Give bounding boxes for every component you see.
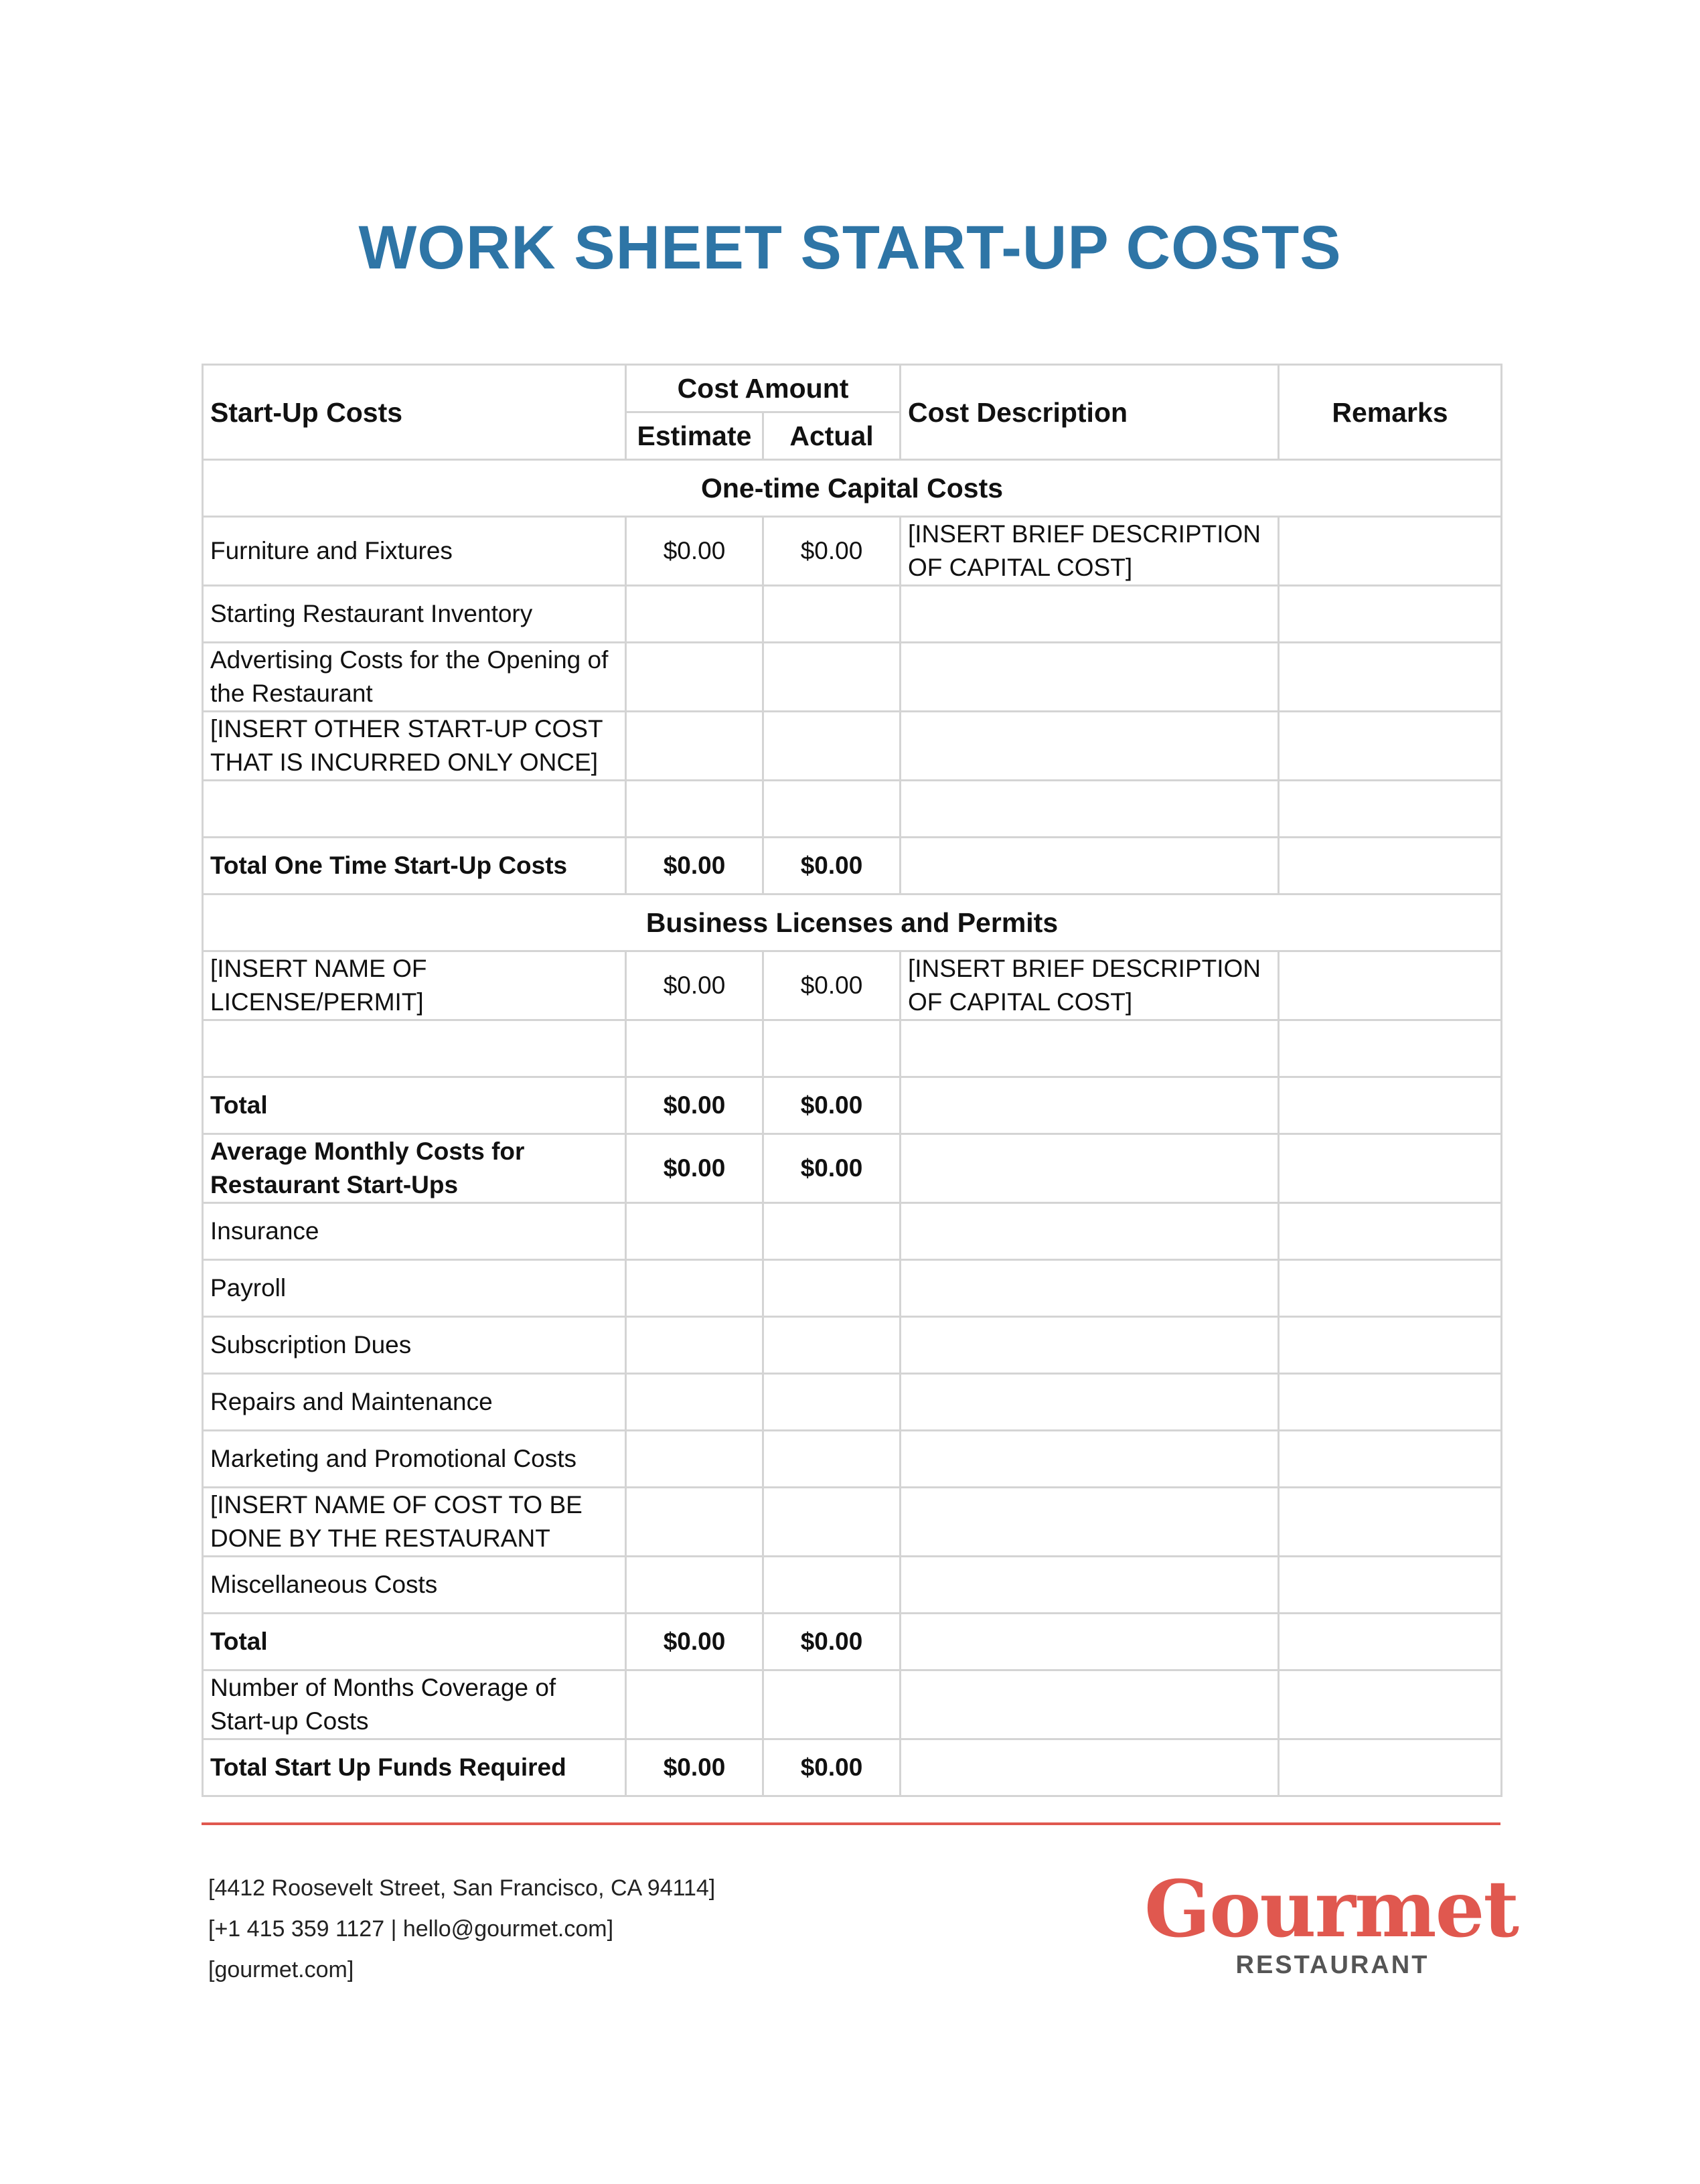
actual-cell <box>763 781 901 838</box>
total-row <box>203 838 1502 894</box>
remarks-cell <box>1279 1614 1502 1670</box>
row-label: Number of Months Coverage of Start-up Costs <box>203 1670 626 1739</box>
gourmet-logo <box>1144 1861 1519 1982</box>
header-estimate: Estimate <box>626 412 763 460</box>
row-label: Advertising Costs for the Opening of the Restaurant <box>203 643 626 712</box>
remarks-cell <box>1279 1317 1502 1374</box>
footer-website: [gourmet.com] <box>208 1957 354 1982</box>
total-label: Total <box>203 1077 626 1134</box>
table-header-row <box>203 365 1502 412</box>
table-row <box>203 1203 1502 1260</box>
logo-tagline: RESTAURANT <box>1235 1951 1429 1979</box>
estimate-cell: $0.00 <box>626 951 763 1020</box>
row-label <box>203 1020 626 1077</box>
actual-cell <box>763 1488 901 1557</box>
total-row <box>203 1614 1502 1670</box>
total-estimate: $0.00 <box>626 1614 763 1670</box>
footer-contact <box>208 1868 715 1991</box>
description-cell <box>901 643 1279 712</box>
monthly-actual: $0.00 <box>763 1134 901 1203</box>
actual-cell <box>763 712 901 781</box>
remarks-cell <box>1279 1670 1502 1739</box>
description-cell <box>901 1374 1279 1431</box>
table-row <box>203 643 1502 712</box>
total-label: Total One Time Start-Up Costs <box>203 838 626 894</box>
description-cell <box>901 1260 1279 1317</box>
header-cost-description: Cost Description <box>901 365 1279 460</box>
table-row <box>203 951 1502 1020</box>
empty-row <box>203 781 1502 838</box>
table-row <box>203 1374 1502 1431</box>
row-label: Payroll <box>203 1260 626 1317</box>
remarks-cell <box>1279 781 1502 838</box>
estimate-cell <box>626 1670 763 1739</box>
total-actual: $0.00 <box>763 1077 901 1134</box>
remarks-cell <box>1279 838 1502 894</box>
row-label: Repairs and Maintenance <box>203 1374 626 1431</box>
total-actual: $0.00 <box>763 1614 901 1670</box>
estimate-cell <box>626 1557 763 1614</box>
actual-cell <box>763 1317 901 1374</box>
remarks-cell <box>1279 1374 1502 1431</box>
estimate-cell <box>626 1020 763 1077</box>
grand-total-actual: $0.00 <box>763 1739 901 1796</box>
header-remarks: Remarks <box>1279 365 1502 460</box>
row-label: [INSERT NAME OF LICENSE/PERMIT] <box>203 951 626 1020</box>
description-cell <box>901 838 1279 894</box>
table-row <box>203 586 1502 643</box>
remarks-cell <box>1279 1739 1502 1796</box>
section-title-licenses: Business Licenses and Permits <box>203 894 1502 951</box>
total-estimate: $0.00 <box>626 1077 763 1134</box>
description-cell: [INSERT BRIEF DESCRIPTION OF CAPITAL COST] <box>901 517 1279 586</box>
header-actual: Actual <box>763 412 901 460</box>
description-cell <box>901 712 1279 781</box>
actual-cell <box>763 1203 901 1260</box>
row-label: [INSERT NAME OF COST TO BE DONE BY THE RESTAURANT <box>203 1488 626 1557</box>
estimate-cell <box>626 1260 763 1317</box>
estimate-cell <box>626 1317 763 1374</box>
row-label: [INSERT OTHER START-UP COST THAT IS INCURRED ONLY ONCE] <box>203 712 626 781</box>
description-cell <box>901 1557 1279 1614</box>
estimate-cell <box>626 712 763 781</box>
description-cell <box>901 1317 1279 1374</box>
actual-cell <box>763 1260 901 1317</box>
table-row <box>203 1557 1502 1614</box>
remarks-cell <box>1279 1431 1502 1488</box>
description-cell <box>901 1670 1279 1739</box>
remarks-cell <box>1279 1488 1502 1557</box>
remarks-cell <box>1279 1077 1502 1134</box>
estimate-cell <box>626 1203 763 1260</box>
description-cell <box>901 1614 1279 1670</box>
empty-row <box>203 1020 1502 1077</box>
table-row <box>203 1431 1502 1488</box>
actual-cell <box>763 586 901 643</box>
actual-cell <box>763 1020 901 1077</box>
table-row <box>203 1488 1502 1557</box>
row-label <box>203 781 626 838</box>
remarks-cell <box>1279 951 1502 1020</box>
row-label: Subscription Dues <box>203 1317 626 1374</box>
actual-cell <box>763 1670 901 1739</box>
grand-total-estimate: $0.00 <box>626 1739 763 1796</box>
description-cell <box>901 586 1279 643</box>
grand-total-row <box>203 1739 1502 1796</box>
row-label: Miscellaneous Costs <box>203 1557 626 1614</box>
remarks-cell <box>1279 712 1502 781</box>
total-row <box>203 1077 1502 1134</box>
description-cell <box>901 781 1279 838</box>
total-estimate: $0.00 <box>626 838 763 894</box>
section-row <box>203 1134 1502 1203</box>
table-row <box>203 1317 1502 1374</box>
table-row <box>203 1260 1502 1317</box>
remarks-cell <box>1279 586 1502 643</box>
footer-address: [4412 Roosevelt Street, San Francisco, CA 94114] <box>208 1875 716 1901</box>
table-row <box>203 1670 1502 1739</box>
page-title: WORK SHEET START-UP COSTS <box>358 214 1342 282</box>
actual-cell: $0.00 <box>763 517 901 586</box>
actual-cell <box>763 643 901 712</box>
description-cell <box>901 1134 1279 1203</box>
remarks-cell <box>1279 1020 1502 1077</box>
description-cell: [INSERT BRIEF DESCRIPTION OF CAPITAL COST] <box>901 951 1279 1020</box>
actual-cell <box>763 1557 901 1614</box>
logo-wordmark: Gourmet <box>1144 1864 1519 1955</box>
table-row <box>203 517 1502 586</box>
footer-divider <box>202 1822 1500 1825</box>
description-cell <box>901 1077 1279 1134</box>
grand-total-label: Total Start Up Funds Required <box>203 1739 626 1796</box>
actual-cell <box>763 1431 901 1488</box>
estimate-cell <box>626 1488 763 1557</box>
description-cell <box>901 1020 1279 1077</box>
estimate-cell <box>626 781 763 838</box>
remarks-cell <box>1279 517 1502 586</box>
row-label: Insurance <box>203 1203 626 1260</box>
actual-cell: $0.00 <box>763 951 901 1020</box>
actual-cell <box>763 1374 901 1431</box>
estimate-cell: $0.00 <box>626 517 763 586</box>
estimate-cell <box>626 1431 763 1488</box>
total-label: Total <box>203 1614 626 1670</box>
table-row <box>203 712 1502 781</box>
remarks-cell <box>1279 1203 1502 1260</box>
header-cost-amount: Cost Amount <box>626 365 901 412</box>
description-cell <box>901 1203 1279 1260</box>
estimate-cell <box>626 586 763 643</box>
remarks-cell <box>1279 1134 1502 1203</box>
description-cell <box>901 1488 1279 1557</box>
row-label: Furniture and Fixtures <box>203 517 626 586</box>
estimate-cell <box>626 643 763 712</box>
total-actual: $0.00 <box>763 838 901 894</box>
estimate-cell <box>626 1374 763 1431</box>
row-label: Marketing and Promotional Costs <box>203 1431 626 1488</box>
remarks-cell <box>1279 643 1502 712</box>
section-row <box>203 894 1502 951</box>
footer-phone-email: [+1 415 359 1127 | hello@gourmet.com] <box>208 1916 614 1942</box>
startup-costs-table <box>202 364 1502 1797</box>
description-cell <box>901 1739 1279 1796</box>
section-title-capital: One-time Capital Costs <box>203 460 1502 517</box>
header-startup-costs: Start-Up Costs <box>203 365 626 460</box>
remarks-cell <box>1279 1557 1502 1614</box>
description-cell <box>901 1431 1279 1488</box>
remarks-cell <box>1279 1260 1502 1317</box>
section-title-monthly: Average Monthly Costs for Restaurant Start-Ups <box>203 1134 626 1203</box>
monthly-estimate: $0.00 <box>626 1134 763 1203</box>
row-label: Starting Restaurant Inventory <box>203 586 626 643</box>
section-row <box>203 460 1502 517</box>
